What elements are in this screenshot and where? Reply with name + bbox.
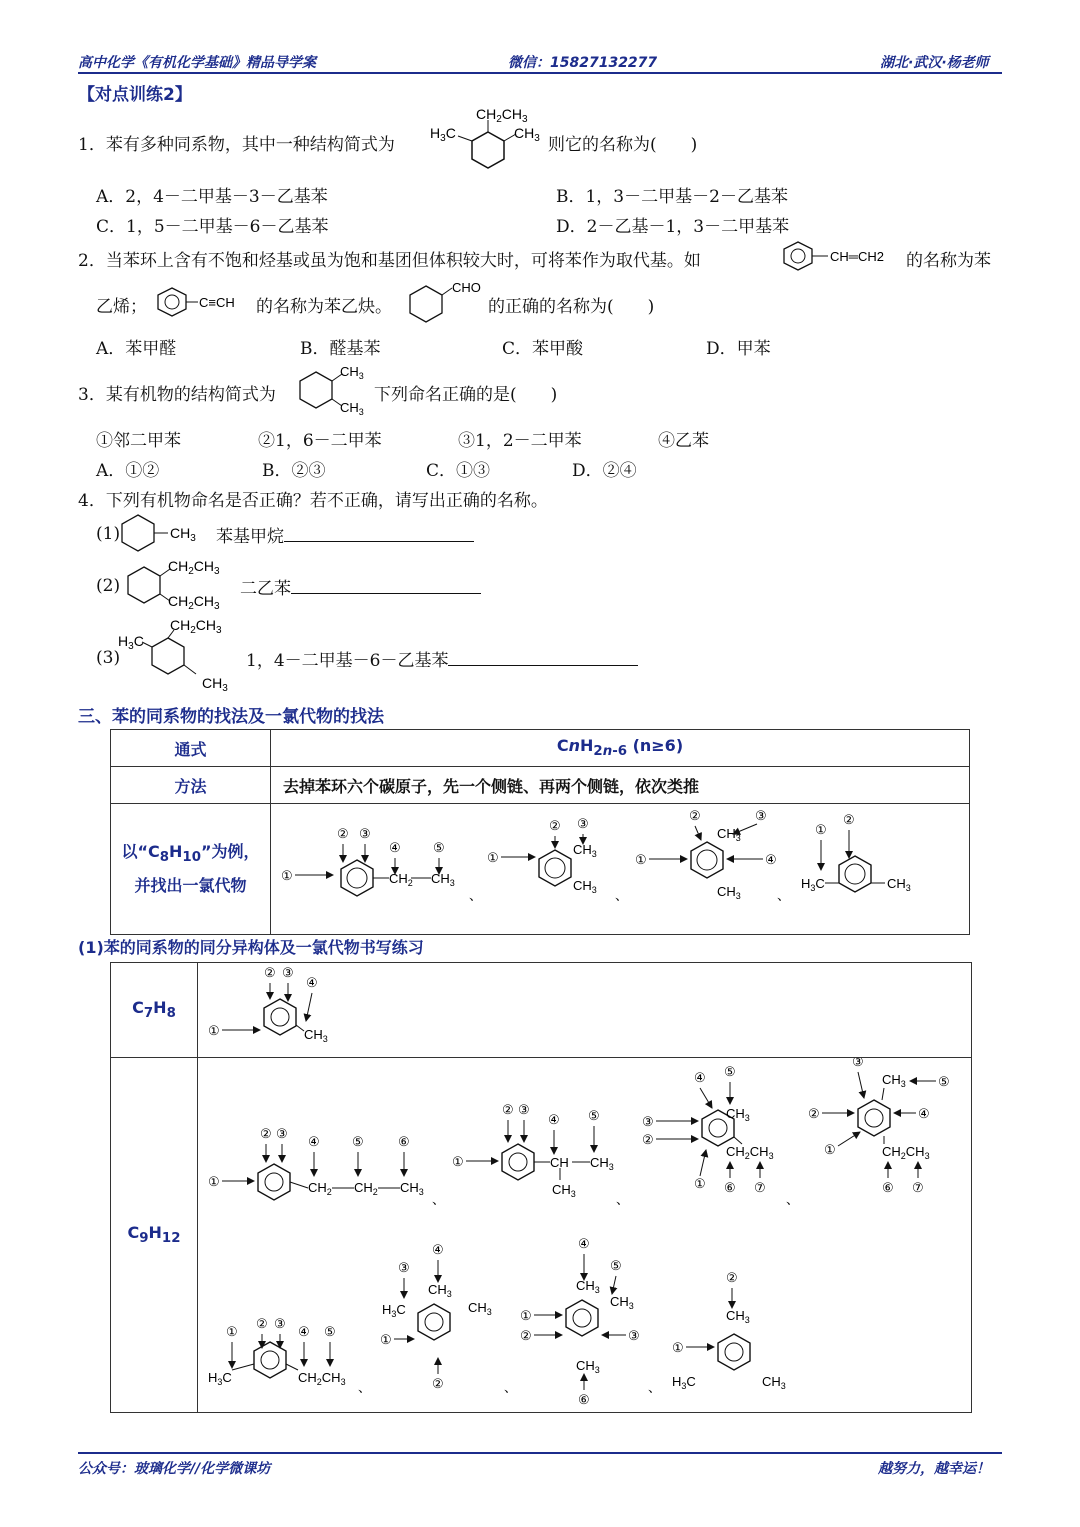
isomer-table — [110, 962, 972, 1413]
svg-text:②: ② — [726, 1270, 738, 1285]
svg-text:CH2: $CH_2$ — [308, 1180, 332, 1197]
svg-text:④: ④ — [432, 1242, 444, 1257]
svg-text:CH3: $CH_3$ — [514, 125, 540, 144]
section3-table — [110, 729, 970, 935]
svg-text:⑤: ⑤ — [724, 1064, 736, 1079]
svg-text:①: ① — [452, 1154, 464, 1169]
q3-option-c[interactable]: C．①③ — [426, 461, 491, 481]
q4-item3-structure — [118, 616, 242, 692]
svg-text:⑤: ⑤ — [324, 1324, 336, 1339]
q2-vinyl-label: CH═CH2 — [830, 249, 884, 264]
q1-stem-a: 1．苯有多种同系物，其中一种结构简式为 — [78, 135, 395, 155]
svg-text:④: ④ — [389, 840, 401, 855]
svg-text:CH3: $CH_3$ — [610, 1294, 634, 1311]
svg-text:③: ③ — [398, 1260, 410, 1275]
svg-text:③: ③ — [274, 1316, 286, 1331]
q2-stem-e: 的正确的名称为( ) — [488, 297, 655, 317]
svg-text:②: ② — [549, 818, 561, 833]
q4-item3-name: 1，4－二甲基－6－乙基苯 — [246, 646, 638, 671]
svg-text:②: ② — [642, 1132, 654, 1147]
svg-text:、: 、 — [615, 888, 629, 903]
svg-text:①: ① — [635, 852, 647, 867]
svg-text:CH3: $CH_3$ — [576, 1358, 600, 1375]
svg-text:②: ② — [689, 808, 701, 823]
svg-text:①: ① — [208, 1174, 220, 1189]
svg-text:、: 、 — [786, 1192, 800, 1207]
q4-item1-blank[interactable] — [284, 527, 474, 542]
header-rule — [78, 72, 1002, 74]
svg-text:H3C: $H_3C$ — [382, 1302, 406, 1319]
svg-text:、: 、 — [616, 1192, 630, 1207]
svg-text:④: ④ — [306, 975, 318, 990]
row-example-structures — [271, 804, 970, 935]
header-left: 高中化学《有机化学基础》精品导学案 — [78, 55, 316, 71]
svg-text:、: 、 — [358, 1380, 372, 1395]
q4-item2-structure — [124, 556, 236, 612]
svg-text:CH3: $CH_3$ — [762, 1374, 786, 1391]
q3-option-d[interactable]: D．②④ — [572, 461, 637, 481]
footer-right: 越努力，越幸运！ — [878, 1461, 990, 1477]
svg-text:⑤: ⑤ — [938, 1074, 950, 1089]
svg-text:①: ① — [226, 1324, 238, 1339]
svg-text:CH3: $CH_3$ — [304, 1027, 328, 1044]
q3-choice-1: ①邻二甲苯 — [96, 431, 181, 451]
svg-text:③: ③ — [577, 816, 589, 831]
svg-text:④: ④ — [578, 1236, 590, 1251]
svg-text:CH3: $CH_3$ — [170, 525, 196, 544]
q2-alkyne-structure — [156, 286, 256, 318]
svg-text:CH3: $CH_3$ — [400, 1180, 424, 1197]
q4-item1-structure — [118, 514, 208, 552]
q4-item3-num: (3) — [96, 648, 121, 668]
q2-vinyl-structure — [782, 240, 912, 272]
q1-option-c[interactable]: C．1，5－二甲基－6－乙基苯 — [96, 217, 329, 237]
q2-aldehyde-structure — [406, 278, 490, 326]
svg-text:③: ③ — [282, 965, 294, 980]
q1-option-b[interactable]: B．1，3－二甲基－2－乙基苯 — [556, 187, 788, 207]
header-right: 湖北·武汉·杨老师 — [880, 55, 989, 71]
q3-choice-3: ③1，2－二甲苯 — [458, 431, 582, 451]
svg-text:CH3: $CH_3$ — [552, 1182, 576, 1199]
svg-text:CH3: $CH_3$ — [573, 842, 597, 859]
svg-text:②: ② — [432, 1376, 444, 1391]
svg-text:⑤: ⑤ — [588, 1108, 600, 1123]
svg-text:⑦: ⑦ — [754, 1180, 766, 1195]
svg-text:①: ① — [380, 1332, 392, 1347]
row-formula-label: 通式 — [111, 730, 271, 767]
svg-text:④: ④ — [298, 1324, 310, 1339]
svg-text:CH3: $CH_3$ — [428, 1282, 452, 1299]
svg-text:CH3: $CH_3$ — [726, 1308, 750, 1325]
svg-text:CH3: $CH_3$ — [468, 1300, 492, 1317]
svg-text:②: ② — [808, 1106, 820, 1121]
toluene-structure — [198, 963, 398, 1053]
svg-text:CH3: $CH_3$ — [202, 675, 228, 692]
svg-text:CH2: $CH_2$ — [389, 871, 413, 888]
q1-option-d[interactable]: D．2－乙基－1，3－二甲基苯 — [556, 217, 790, 237]
q2-stem-a: 2．当苯环上含有不饱和烃基或虽为饱和基团但体积较大时，可将苯作为取代基。如 — [78, 251, 701, 271]
svg-text:CH3: $CH_3$ — [717, 884, 741, 901]
svg-text:②: ② — [502, 1102, 514, 1117]
svg-text:CH3: $CH_3$ — [576, 1278, 600, 1295]
svg-text:③: ③ — [642, 1114, 654, 1129]
footer-rule — [78, 1452, 1002, 1454]
q2-option-c[interactable]: C．苯甲酸 — [502, 339, 584, 359]
q4-item3-blank[interactable] — [448, 651, 638, 666]
svg-text:②: ② — [264, 965, 276, 980]
svg-text:⑦: ⑦ — [912, 1180, 924, 1195]
svg-text:⑥: ⑥ — [724, 1180, 736, 1195]
q2-stem-d: 的名称为苯乙炔。 — [256, 297, 392, 317]
svg-text:②: ② — [256, 1316, 268, 1331]
c8h10-isomers — [271, 804, 969, 930]
section-label: 【对点训练2】 — [78, 85, 192, 105]
svg-text:CH3: $CH_3$ — [340, 400, 364, 417]
svg-text:③: ③ — [359, 826, 371, 841]
q4-item1-num: (1) — [96, 524, 121, 544]
svg-text:③: ③ — [755, 808, 767, 823]
svg-text:⑥: ⑥ — [398, 1134, 410, 1149]
q4-item2-num: (2) — [96, 576, 121, 596]
svg-text:CH3: $CH_3$ — [717, 826, 741, 843]
svg-text:、: 、 — [504, 1380, 518, 1395]
q3-choice-2: ②1，6－二甲苯 — [258, 431, 382, 451]
svg-text:H3C: $H_3C$ — [672, 1374, 696, 1391]
svg-text:、: 、 — [469, 888, 483, 903]
svg-text:CH3: $CH_3$ — [573, 878, 597, 895]
q3-option-b[interactable]: B．②③ — [262, 461, 326, 481]
svg-text:CH2CH3: $CH_2CH_3$ — [882, 1144, 930, 1161]
svg-text:、: 、 — [432, 1192, 446, 1207]
svg-text:H3C: $H_3C$ — [430, 125, 456, 144]
q2-aldehyde-label: CHO — [452, 280, 481, 295]
svg-text:CH3: $CH_3$ — [590, 1155, 614, 1172]
q4-item1-name: 苯基甲烷 — [216, 522, 474, 547]
svg-text:⑤: ⑤ — [352, 1134, 364, 1149]
q2-option-b[interactable]: B．醛基苯 — [300, 339, 381, 359]
q1-stem-b: 则它的名称为( ) — [548, 135, 698, 155]
row-c9h12-label: $C_9H_{12}$ — [111, 1058, 198, 1413]
svg-text:②: ② — [520, 1328, 532, 1343]
q1-structure — [428, 104, 548, 176]
q4-item2-blank[interactable] — [291, 579, 481, 594]
svg-text:①: ① — [281, 868, 293, 883]
svg-text:CH3: $CH_3$ — [887, 876, 911, 893]
svg-text:CH3: $CH_3$ — [882, 1072, 906, 1089]
svg-text:③: ③ — [518, 1102, 530, 1117]
q2-stem-c: 乙烯； — [96, 297, 147, 317]
svg-text:①: ① — [694, 1176, 706, 1191]
svg-text:CH: CH — [550, 1155, 569, 1170]
svg-text:③: ③ — [276, 1126, 288, 1141]
q3-stem-a: 3．某有机物的结构简式为 — [78, 385, 276, 405]
svg-text:H3C: $H_3C$ — [801, 876, 825, 893]
q1-option-a[interactable]: A．2，4－二甲基－3－乙基苯 — [96, 187, 328, 207]
svg-text:②: ② — [260, 1126, 272, 1141]
svg-text:④: ④ — [548, 1112, 560, 1127]
svg-text:③: ③ — [852, 1058, 864, 1069]
svg-text:④: ④ — [308, 1134, 320, 1149]
svg-text:、: 、 — [777, 888, 791, 903]
svg-text:⑥: ⑥ — [882, 1180, 894, 1195]
svg-text:①: ① — [208, 1023, 220, 1038]
row-method-label: 方法 — [111, 767, 271, 804]
svg-text:③: ③ — [628, 1328, 640, 1343]
svg-text:⑤: ⑤ — [610, 1258, 622, 1273]
svg-text:④: ④ — [918, 1106, 930, 1121]
svg-text:②: ② — [843, 812, 855, 827]
svg-text:CH2CH3: $CH_2CH_3$ — [298, 1370, 346, 1387]
svg-text:CH2CH3: $CH_2CH_3$ — [170, 617, 222, 636]
svg-text:②: ② — [337, 826, 349, 841]
q3-stem-b: 下列命名正确的是( ) — [374, 385, 558, 405]
svg-text:①: ① — [520, 1308, 532, 1323]
svg-text:①: ① — [824, 1142, 836, 1157]
svg-text:CH2CH3: $CH_2CH_3$ — [168, 558, 220, 577]
row-c7h8-label: $C_7H_8$ — [111, 963, 198, 1058]
svg-text:H3C: $H_3C$ — [208, 1370, 232, 1387]
svg-text:④: ④ — [765, 852, 777, 867]
svg-text:①: ① — [672, 1340, 684, 1355]
svg-text:CH3: $CH_3$ — [726, 1106, 750, 1123]
footer-left: 公众号：玻璃化学//化学微课坊 — [78, 1461, 271, 1477]
svg-text:H3C: $H_3C$ — [118, 633, 144, 652]
section3-title: 三、苯的同系物的找法及一氯代物的找法 — [78, 707, 384, 727]
svg-text:④: ④ — [694, 1070, 706, 1085]
q4-item2-name: 二乙苯 — [240, 574, 481, 599]
svg-text:⑥: ⑥ — [578, 1392, 590, 1407]
q3-choice-4: ④乙苯 — [658, 431, 709, 451]
header-center: 微信：15827132277 — [508, 55, 658, 71]
q2-option-d[interactable]: D．甲苯 — [706, 339, 771, 359]
svg-text:CH2CH3: $CH_2CH_3$ — [476, 106, 528, 125]
c9h12-isomers — [198, 1058, 970, 1408]
svg-text:①: ① — [815, 822, 827, 837]
svg-text:、: 、 — [648, 1380, 662, 1395]
svg-text:CH2: $CH_2$ — [354, 1180, 378, 1197]
row-c7h8-structures — [198, 963, 972, 1058]
q2-alkyne-label: C≡CH — [199, 295, 235, 310]
svg-text:⑤: ⑤ — [433, 840, 445, 855]
svg-text:CH3: $CH_3$ — [340, 364, 364, 381]
q3-structure — [296, 360, 376, 418]
subsection1-title: (1)苯的同系物的同分异构体及一氯代物书写练习 — [78, 938, 424, 957]
svg-text:①: ① — [487, 850, 499, 865]
row-method-value: 去掉苯环六个碳原子，先一个侧链、再两个侧链，依次类推 — [271, 767, 970, 804]
q2-option-a[interactable]: A．苯甲醛 — [96, 339, 177, 359]
q3-option-a[interactable]: A．①② — [96, 461, 160, 481]
q4-stem: 4．下列有机物命名是否正确？若不正确，请写出正确的名称。 — [78, 491, 548, 511]
row-example-label: 以“$C_8H_{10}$”为例， 并找出一氯代物 — [111, 804, 271, 935]
svg-text:CH2CH3: $CH_2CH_3$ — [726, 1144, 774, 1161]
svg-text:CH3: $CH_3$ — [431, 871, 455, 888]
svg-text:CH2CH3: $CH_2CH_3$ — [168, 593, 220, 612]
row-c9h12-structures — [198, 1058, 972, 1413]
q2-stem-b: 的名称为苯 — [906, 251, 991, 271]
row-formula-value: CnH$_{2n-6}$ (n≥6) — [271, 730, 970, 767]
